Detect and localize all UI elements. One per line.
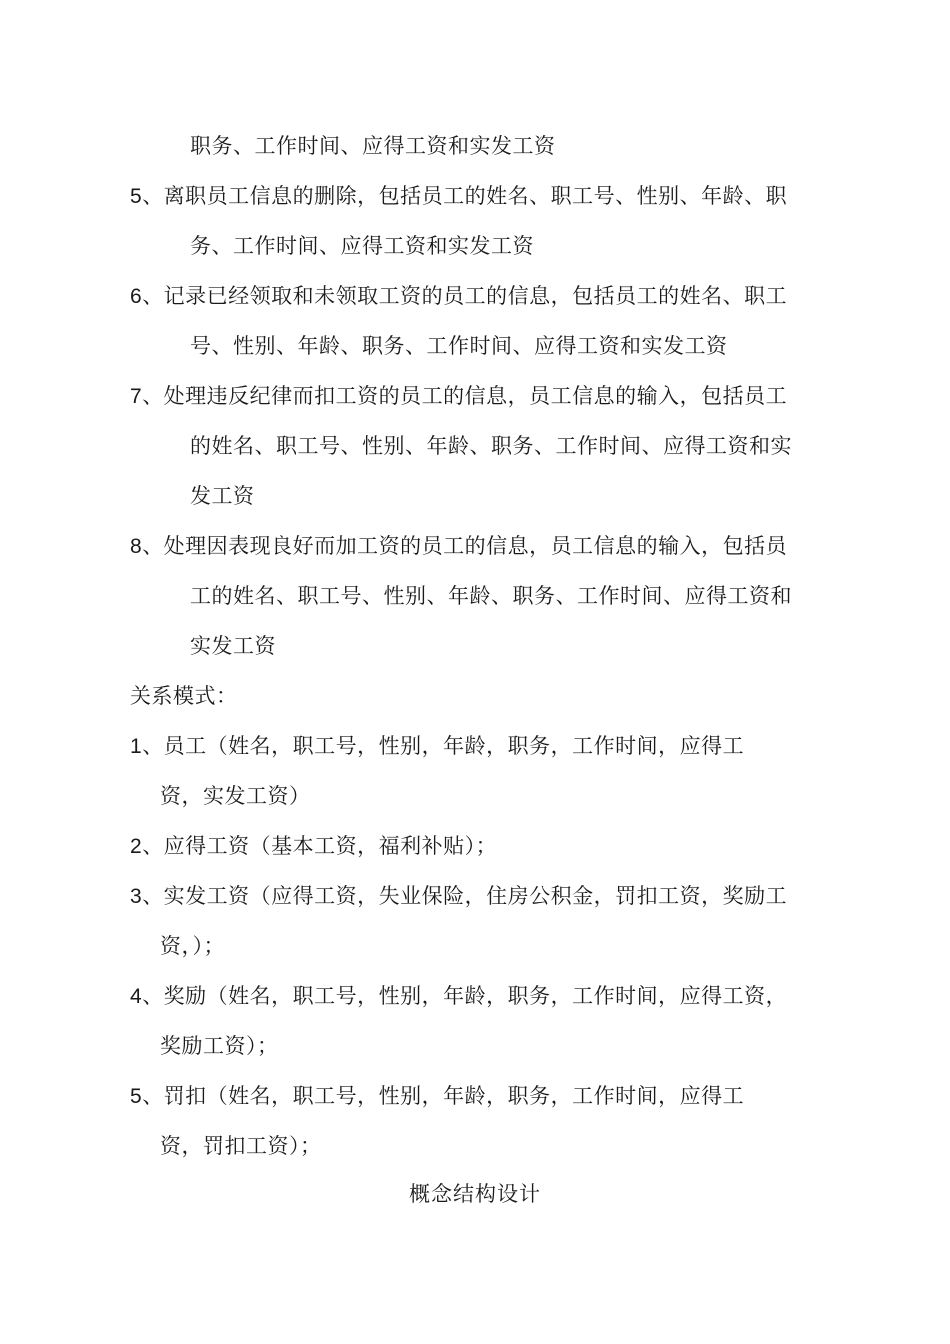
- item6-number: 6: [130, 285, 143, 308]
- relation1-line2: 资，实发工资）: [160, 784, 311, 808]
- item8-line1: [130, 532, 787, 561]
- relation1-line1: [130, 732, 744, 761]
- relation3-text1: 、实发工资（应得工资，失业保险，住房公积金，罚扣工资，奖励工: [142, 884, 788, 908]
- relation4-text1: 、奖励（姓名，职工号，性别，年龄，职务，工作时间，应得工资，: [142, 984, 788, 1008]
- relation3-line2: 资，）；: [160, 934, 225, 958]
- item7-line3: 发工资: [190, 484, 255, 508]
- section-title: 概念结构设计: [409, 1182, 541, 1206]
- item7-line1: [130, 382, 787, 411]
- item8-line3: 实发工资: [190, 634, 276, 658]
- relation4-line2: 奖励工资）；: [160, 1034, 279, 1058]
- item5-text1: 、离职员工信息的删除，包括员工的姓名、职工号、性别、年龄、职: [142, 184, 788, 208]
- relation5-line2: 资，罚扣工资）；: [160, 1134, 322, 1158]
- relation5-number: 5: [130, 1085, 143, 1108]
- relation1-number: 1: [130, 735, 143, 758]
- relation3-number: 3: [130, 885, 143, 908]
- item8-number: 8: [130, 535, 143, 558]
- item8-text1: 、处理因表现良好而加工资的员工的信息，员工信息的输入，包括员: [142, 534, 788, 558]
- item4-continuation: 职务、工作时间、应得工资和实发工资: [190, 134, 556, 158]
- relation4-line1: [130, 982, 787, 1011]
- relation2-number: 2: [130, 835, 143, 858]
- item5-number: 5: [130, 185, 143, 208]
- item5-line1: [130, 182, 787, 211]
- item8-line2: 工的姓名、职工号、性别、年龄、职务、工作时间、应得工资和: [190, 584, 792, 608]
- relation3-line1: [130, 882, 787, 911]
- item7-text1: 、处理违反纪律而扣工资的员工的信息，员工信息的输入，包括员工: [142, 384, 788, 408]
- item6-text1: 、记录已经领取和未领取工资的员工的信息，包括员工的姓名、职工: [142, 284, 788, 308]
- relation1-text1: 、员工（姓名，职工号，性别，年龄，职务，工作时间，应得工: [142, 734, 745, 758]
- relation2-line1: [130, 832, 497, 861]
- relations-heading: 关系模式：: [130, 684, 238, 708]
- item6-line1: [130, 282, 787, 311]
- item6-line2: 号、性别、年龄、职务、工作时间、应得工资和实发工资: [190, 334, 728, 358]
- relation4-number: 4: [130, 985, 143, 1008]
- item5-line2: 务、工作时间、应得工资和实发工资: [190, 234, 534, 258]
- item7-line2: 的姓名、职工号、性别、年龄、职务、工作时间、应得工资和实: [190, 434, 792, 458]
- relation5-line1: [130, 1082, 744, 1111]
- relation5-text1: 、罚扣（姓名，职工号，性别，年龄，职务，工作时间，应得工: [142, 1084, 745, 1108]
- relation2-text1: 、应得工资（基本工资，福利补贴）；: [142, 834, 498, 858]
- item7-number: 7: [130, 385, 143, 408]
